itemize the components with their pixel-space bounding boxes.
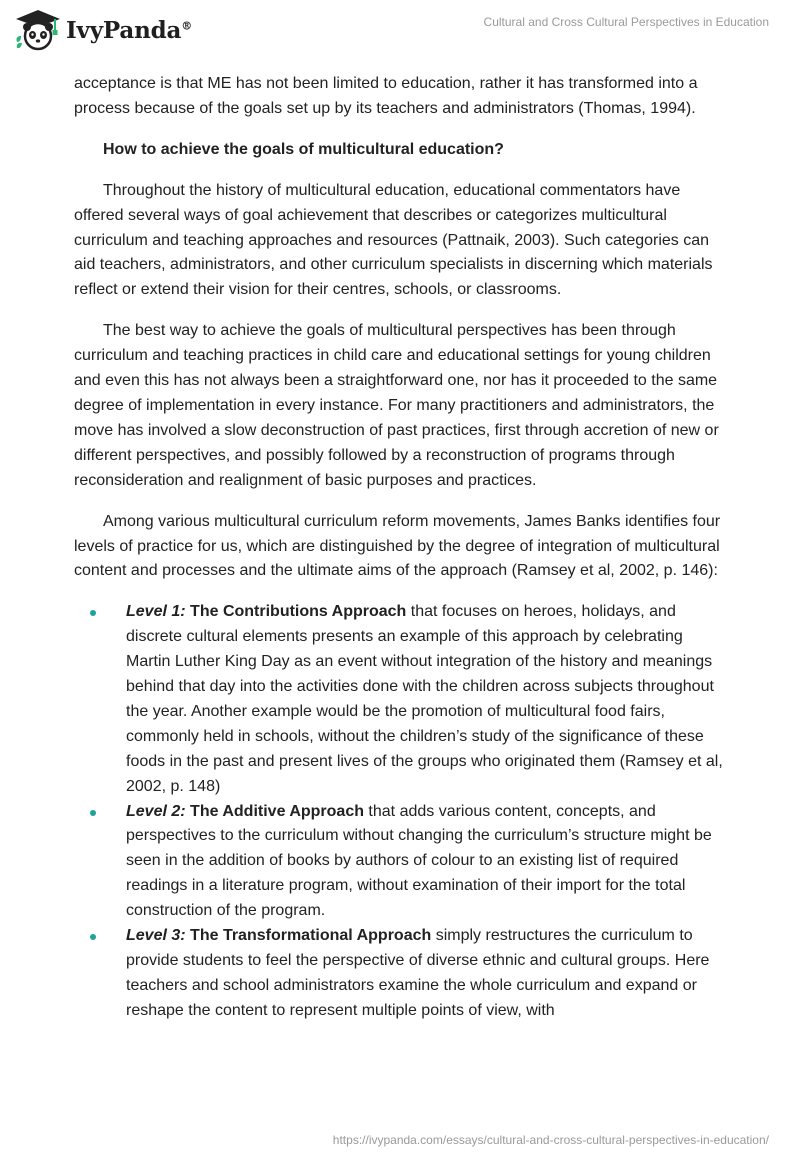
bullet-icon [90,610,96,616]
level-label: Level 3: [126,927,186,945]
level-description: that focuses on heroes, holidays, and discrete cultural elements presents an example of this approach by celebrating Martin Luther King Day as an event without integration of the history and meanings behind that day into the activities done with the children across subjects throughout the year. Another example would be the promotion of multicultural food fairs, commonly held in schools, without the children’s study of the significance of these foods in the past and present lives of the groups who originated them (Ramsey et al, 2002, p. 148) [126,603,723,795]
approach-name: The Contributions Approach [190,603,407,621]
paragraph-1: Throughout the history of multicultural education, educational commentators have offered several ways of goal achievement that describes or categorizes multicultural curriculum and teaching approaches and resources (Pattnaik, 2003). Such categories can aid teachers, administrators, and other curriculum specialists in discerning which materials reflect or extend their vision for their centres, schools, or classrooms. [74,181,713,299]
paragraph-3: Among various multicultural curriculum reform movements, James Banks identifies four levels of practice for us, which are distinguished by the degree of integration of multicultural content and processes and the ultimate aims of the approach (Ramsey et al, 2002, p. 146): [74,512,721,580]
bullet-icon [90,810,96,816]
approach-name: The Transformational Approach [190,927,432,945]
bullet-icon [90,934,96,940]
level-description: that adds various content, concepts, and perspectives to the curriculum without changing the curriculum’s structure might be seen in the addition of books by authors of colour to an existing list of required readings in a literature program, without examination of their import for the total construction of the program. [126,802,712,920]
panda-graduate-icon [14,8,62,52]
list-item-level-2 [74,800,724,925]
brand-text: IvyPanda [66,16,182,44]
level-description: simply restructures the curriculum to provide students to feel the perspective of diverse ethnic and cultural groups. Here teachers and school administrators examine the whole curriculum and expand or reshape the content to represent multiple points of view, with [126,927,710,1019]
paragraph-continuation: acceptance is that ME has not been limited to education, rather it has transformed into a process because of the goals set up by its teachers and administrators (Thomas, 1994). [74,75,698,117]
level-label: Level 2: [126,802,186,820]
section-heading: How to achieve the goals of multicultural education? [103,140,504,158]
document-title: Cultural and Cross Cultural Perspectives in Education [483,15,769,29]
page-header [0,0,800,60]
paragraph-2: The best way to achieve the goals of multicultural perspectives has been through curriculum and teaching practices in child care and educational settings for young children and even this has not always been a straightforward one, nor has it proceeded to the same degree of implementation in every instance. For many practitioners and administrators, the move has involved a slow deconstruction of past practices, first through accretion of new or different perspectives, and possibly followed by a reconstruction of programs through reconsideration and realignment of basic purposes and practices. [74,322,719,489]
approach-name: The Additive Approach [190,802,364,820]
levels-list [74,600,724,1023]
brand-name [66,17,192,44]
source-url-link[interactable]: https://ivypanda.com/essays/cultural-and-cross-cultural-perspectives-in-education/ [332,1133,769,1147]
list-item-level-3 [74,924,724,1024]
list-item-level-1 [74,600,724,799]
registered-mark: ® [181,18,192,32]
level-label: Level 1: [126,603,186,621]
ivypanda-logo[interactable] [14,8,192,52]
essay-content [74,72,724,1024]
